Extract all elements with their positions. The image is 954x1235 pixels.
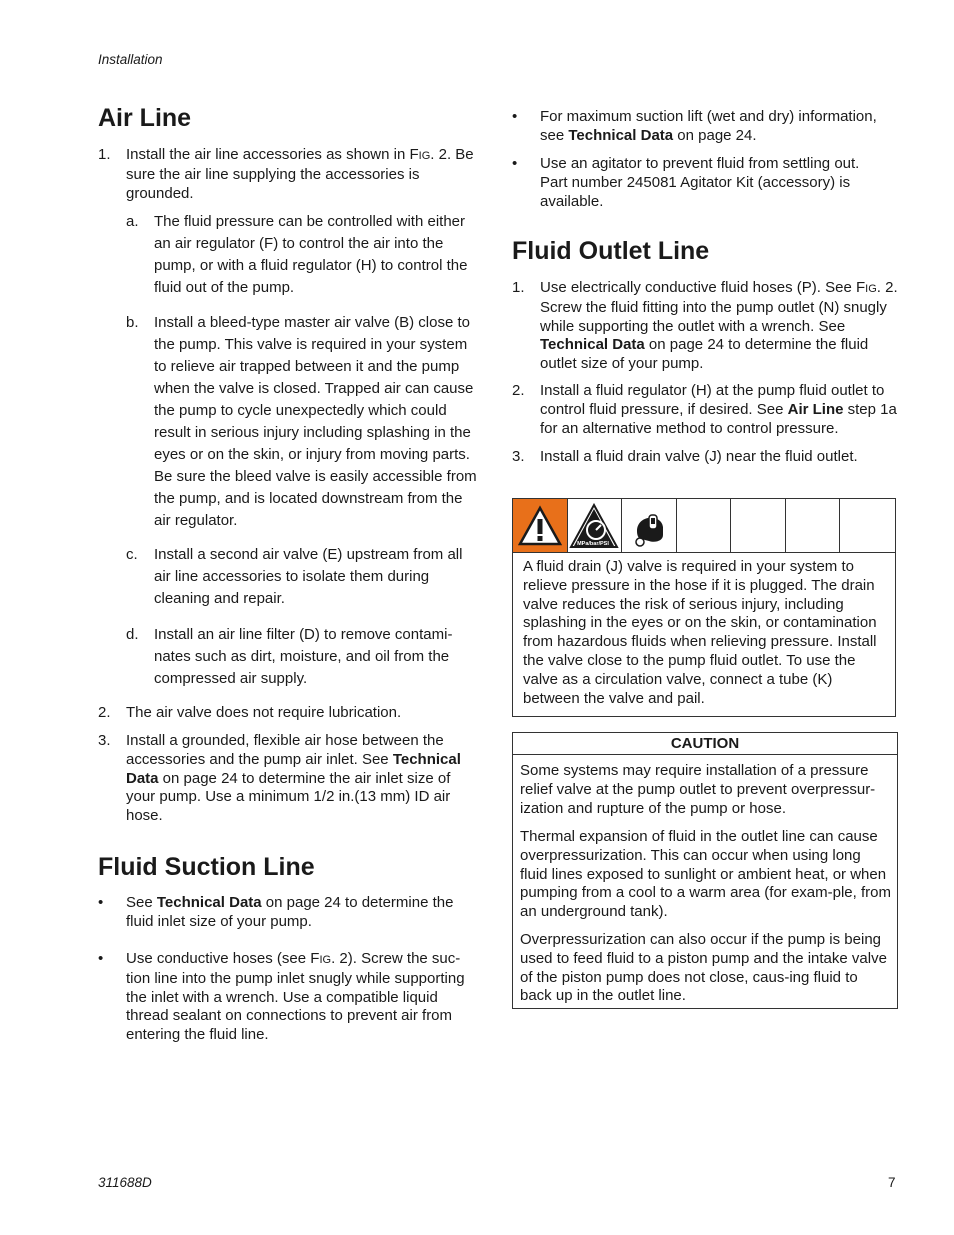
fluid-outlet-heading: Fluid Outlet Line: [512, 237, 710, 265]
warning-box: [512, 498, 896, 717]
fluid-suction-heading: Fluid Suction Line: [98, 853, 315, 881]
running-header: Installation: [98, 52, 163, 67]
warning-text: A fluid drain (J) valve is required in your system to relieve pressure in the hose if it is plugged. The drain valve reduces the risk of serious injury, including splashing in the eyes or on the skin, or contamination from hazardous fluids when relieving pressure. Install the valve close to the pump fluid outlet. To use the valve as a circulation valve, connect a tube (K) between the valve and pail.: [523, 558, 877, 707]
empty-icon-cell: [840, 499, 895, 552]
svg-text:MPa/bar/PSI: MPa/bar/PSI: [577, 540, 610, 547]
page-number: 7: [888, 1175, 896, 1190]
empty-icon-cell: [731, 499, 786, 552]
air-line-heading: Air Line: [98, 104, 192, 132]
caution-title: CAUTION: [513, 733, 897, 755]
empty-icon-cell: [677, 499, 732, 552]
warning-icon-row: [513, 499, 895, 553]
caution-paragraph-2: Thermal expansion of fluid in the outlet line can cause overpressurization. This can occur when using long fluid lines exposed to sunlight or ambient heat, or when pumping from a cool to a warm area (for exam-ple, from an underground tank).: [520, 828, 891, 921]
document-number: 311688D: [98, 1175, 152, 1190]
empty-icon-cell: [786, 499, 841, 552]
protective-gear-icon: [622, 499, 677, 552]
caution-paragraph-1: Some systems may require installation of a pressure relief valve at the pump outlet to prevent overpressur-ization and rupture of the pump or hose.: [520, 762, 876, 817]
warning-triangle-icon: [513, 499, 568, 552]
caution-paragraph-3: Overpressurization can also occur if the pump is being used to feed fluid to a piston pump and the intake valve of the piston pump does not close, caus-ing fluid to back up in the outlet line.: [520, 931, 887, 1005]
pressure-hazard-icon: [568, 499, 623, 552]
caution-box: [512, 732, 898, 1009]
